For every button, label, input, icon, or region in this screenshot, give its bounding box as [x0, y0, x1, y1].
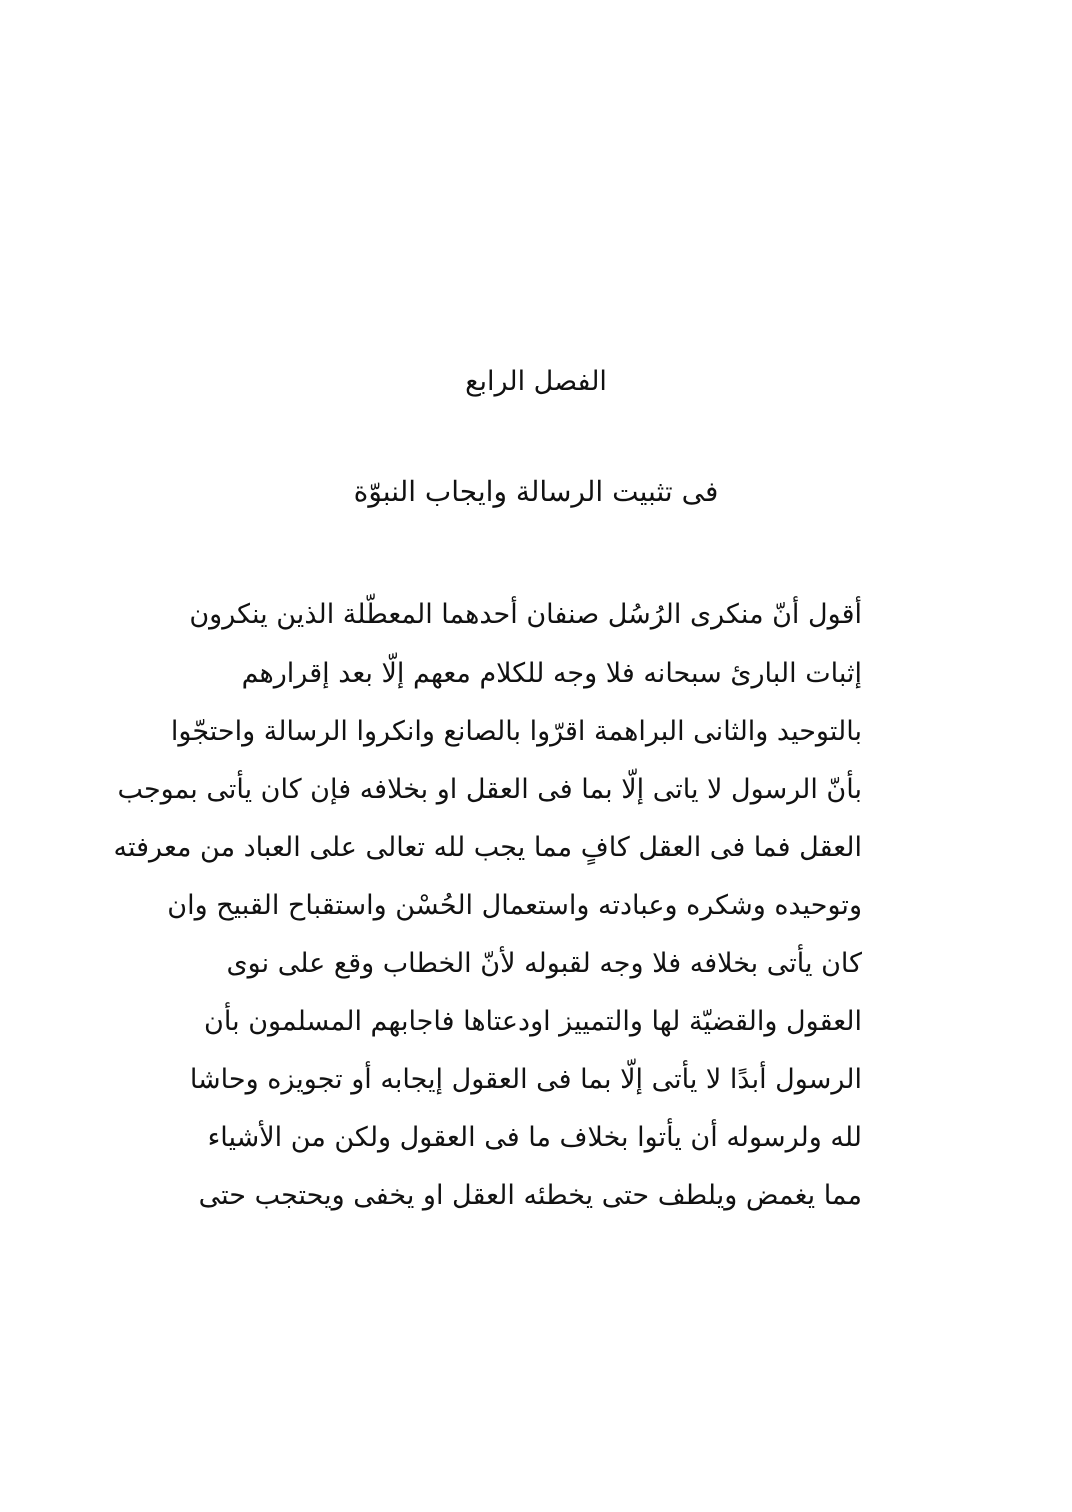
body-paragraph — [113, 586, 862, 1225]
text-line: لله ولرسوله أن يأتوا بخلاف ما فى العقول ولكن من الأشياء — [207, 1122, 862, 1153]
chapter-title: فى تثبيت الرسالة وايجاب النبوّة — [353, 475, 719, 508]
text-line: بالتوحيد والثانى البراهمة اقرّوا بالصانع وانكروا الرسالة واحتجّوا — [170, 716, 862, 747]
text-line: إثبات البارئ سبحانه فلا وجه للكلام معهم إلّا بعد إقرارهم — [241, 658, 862, 689]
text-line: العقل فما فى العقل كافٍ مما يجب لله تعالى على العباد من معرفته — [113, 832, 862, 863]
text-line: أقول أنّ منكرى الرُسُل صنفان أحدهما المعطّلة الذين ينكرون — [189, 599, 862, 630]
text-line: الرسول أبدًا لا يأتى إلّا بما فى العقول إيجابه أو تجويزه وحاشا — [189, 1064, 862, 1095]
text-line: بأنّ الرسول لا ياتى إلّا بما فى العقل او بخلافه فإن كان يأتى بموجب — [117, 774, 862, 805]
text-line: مما يغمض ويلطف حتى يخطئه العقل او يخفى ويحتجب حتى — [198, 1180, 862, 1211]
text-line: وتوحيده وشكره وعبادته واستعمال الحُسْن واستقباح القبيح وان — [167, 890, 862, 921]
text-line: كان يأتى بخلافه فلا وجه لقبوله لأنّ الخطاب وقع على نوى — [226, 948, 862, 979]
text-line: العقول والقضيّة لها والتمييز اودعتاها فاجابهم المسلمون بأن — [204, 1006, 862, 1037]
chapter-heading: الفصل الرابع — [465, 366, 607, 397]
